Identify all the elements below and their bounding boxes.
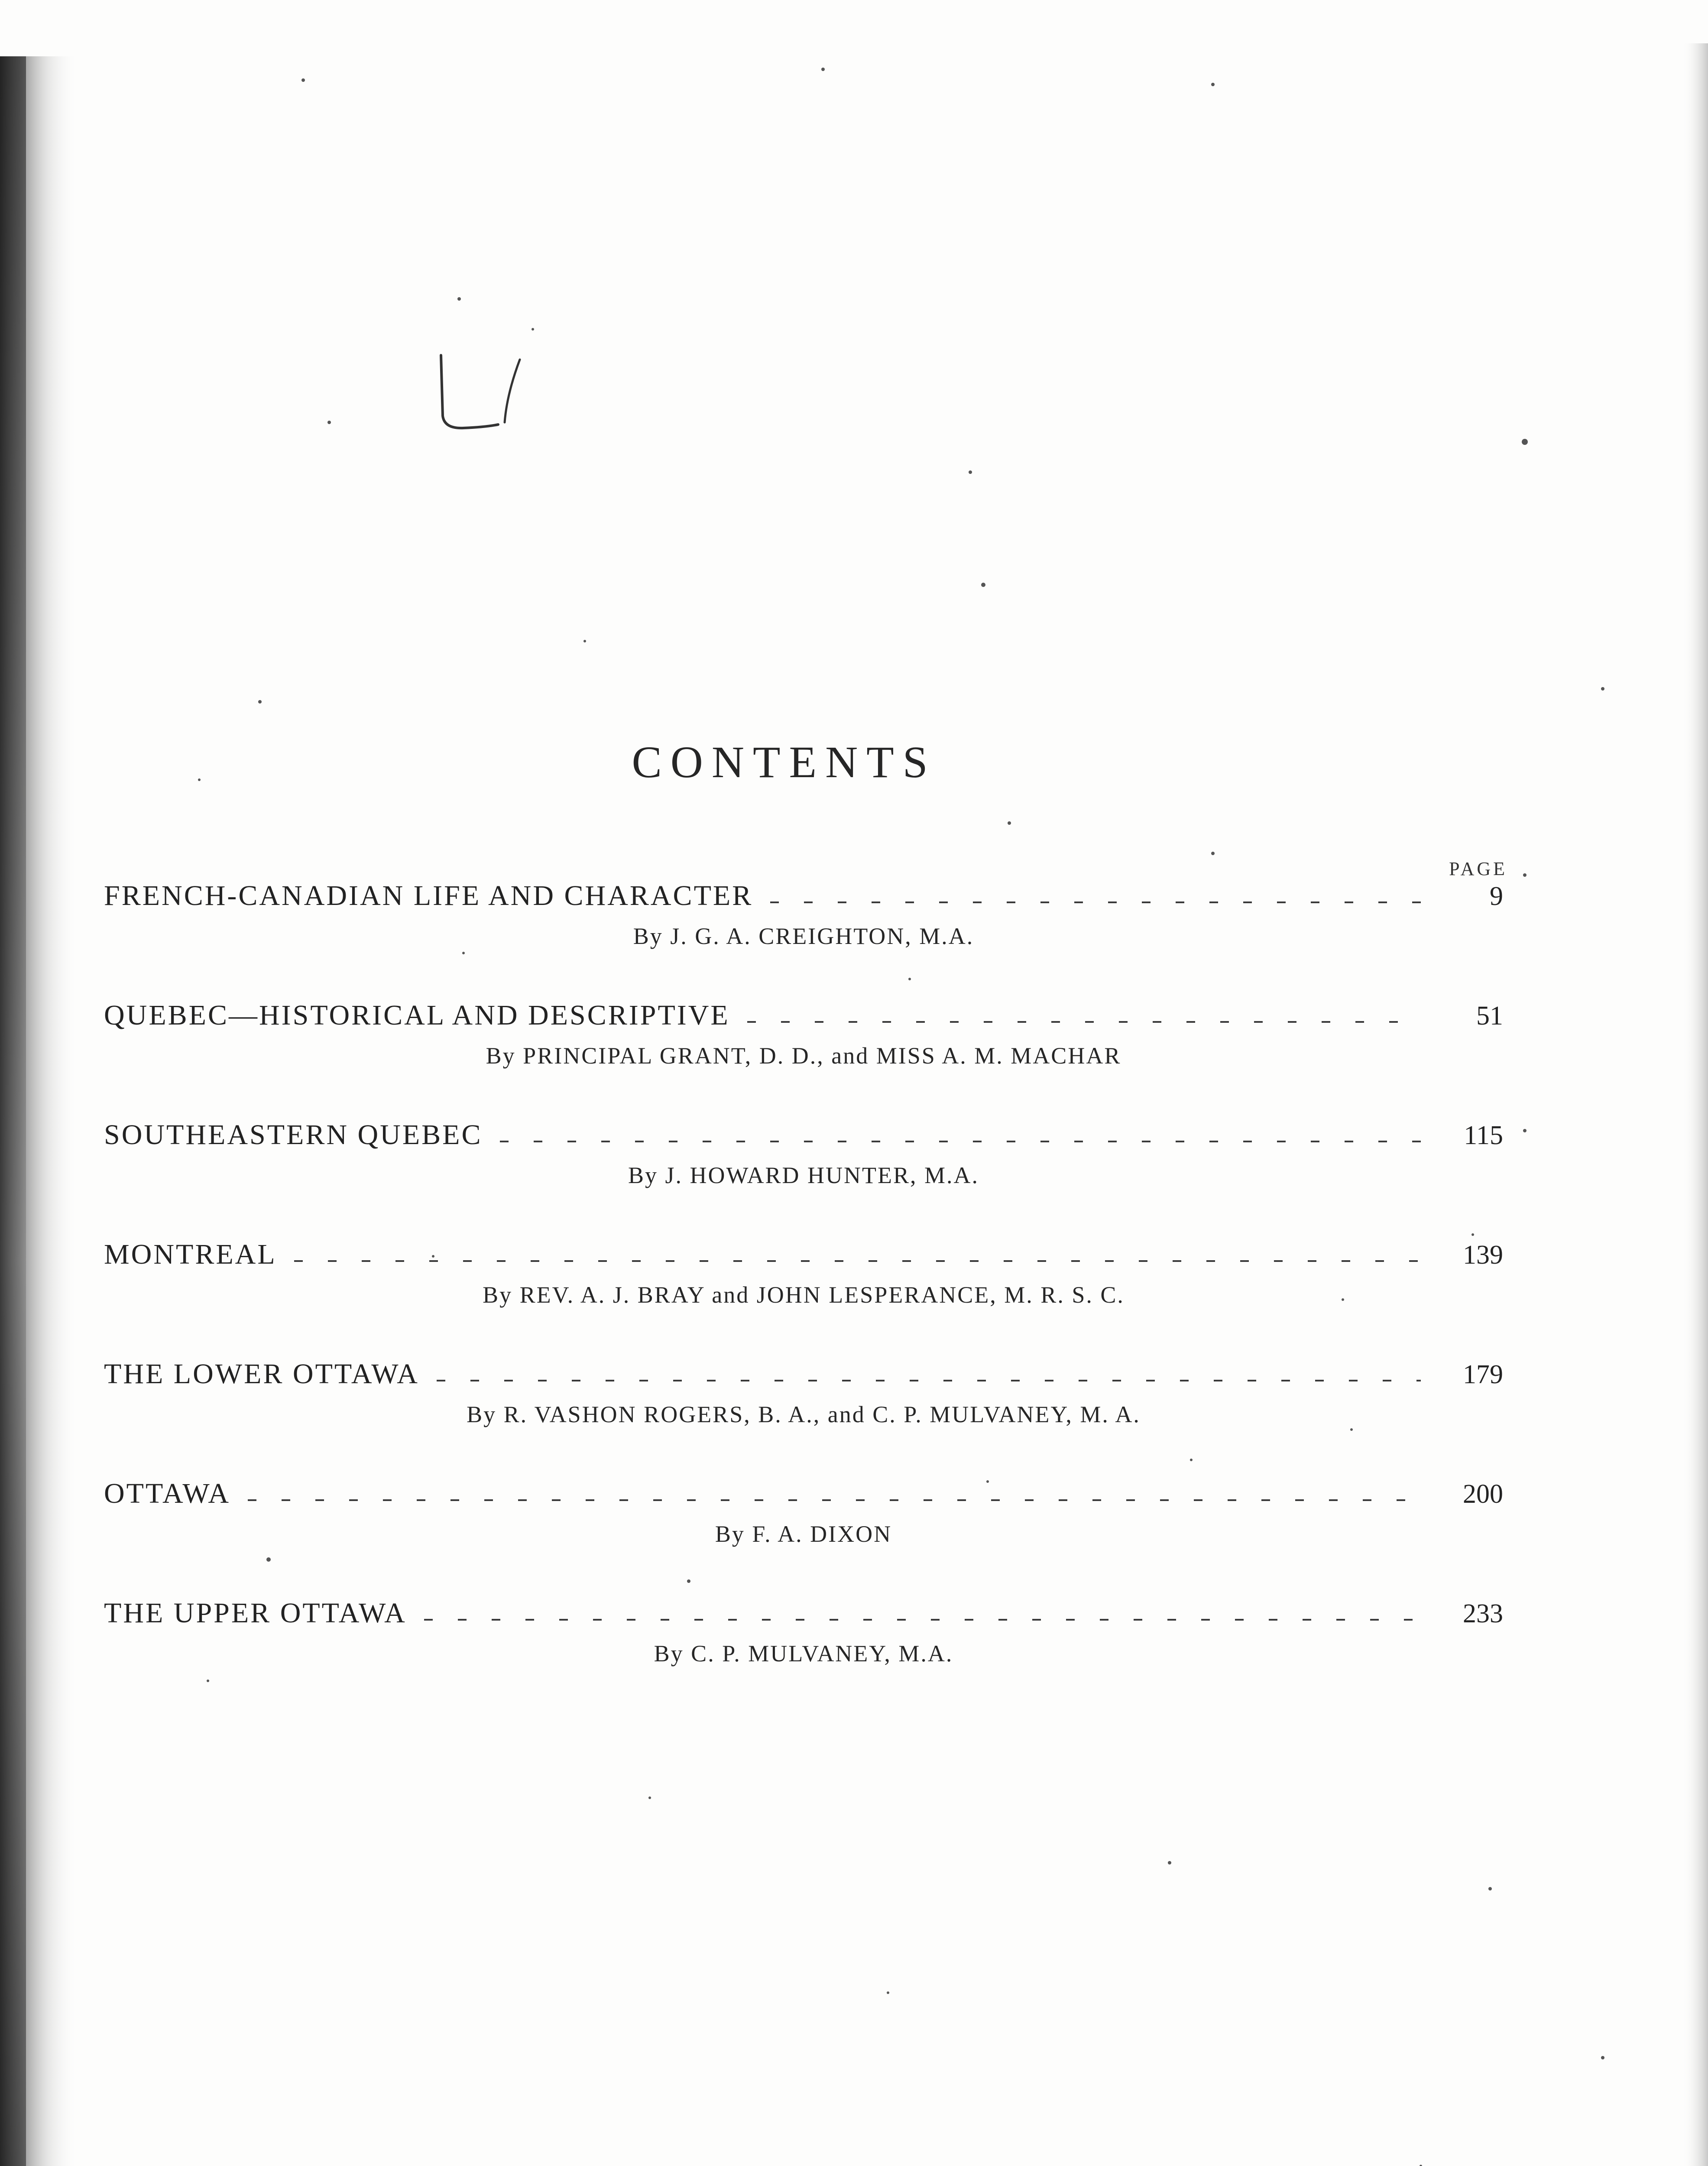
- page-column-label: PAGE: [1449, 858, 1507, 879]
- entry-author: By REV. A. J. BRAY and JOHN LESPERANCE, M. R. S. C.: [483, 1282, 1125, 1308]
- entry-page-number: 115: [1464, 1121, 1503, 1150]
- entry-page-number: 179: [1463, 1360, 1503, 1389]
- dot-leader: [770, 900, 1421, 905]
- toc-entry: [104, 1119, 1503, 1238]
- entry-page-number: 200: [1463, 1479, 1503, 1509]
- dot-leader: [294, 1259, 1421, 1263]
- toc-entry: [104, 999, 1503, 1119]
- toc-entry: [104, 1238, 1503, 1358]
- entry-title: FRENCH-CANADIAN LIFE AND CHARACTER: [104, 880, 753, 911]
- entry-author: By C. P. MULVANEY, M.A.: [654, 1641, 953, 1667]
- entry-page-number: 9: [1490, 882, 1503, 911]
- dot-leader: [437, 1378, 1421, 1383]
- toc-entry: [104, 1358, 1503, 1477]
- entry-author: By R. VASHON ROGERS, B. A., and C. P. MULVANEY, M. A.: [467, 1401, 1141, 1427]
- entry-author: By J. HOWARD HUNTER, M.A.: [628, 1162, 979, 1188]
- binding-shadow: [0, 56, 78, 2166]
- entry-author: By PRINCIPAL GRANT, D. D., and MISS A. M. MACHAR: [486, 1043, 1121, 1069]
- toc-entry: [104, 1597, 1503, 1716]
- toc-entry: [104, 1477, 1503, 1597]
- pencil-mark-icon: [433, 347, 528, 446]
- table-of-contents: [104, 879, 1503, 1716]
- entry-title: THE UPPER OTTAWA: [104, 1597, 407, 1629]
- entry-author: By F. A. DIXON: [715, 1521, 892, 1547]
- entry-page-number: 139: [1463, 1240, 1503, 1270]
- dot-leader: [500, 1139, 1421, 1144]
- contents-heading: CONTENTS: [632, 737, 937, 787]
- page-edge-shadow: [1682, 43, 1708, 2166]
- dot-leader: [424, 1618, 1421, 1622]
- entry-title: OTTAWA: [104, 1478, 231, 1509]
- entry-title: SOUTHEASTERN QUEBEC: [104, 1119, 483, 1151]
- entry-page-number: 233: [1463, 1599, 1503, 1628]
- entry-title: QUEBEC—HISTORICAL AND DESCRIPTIVE: [104, 999, 730, 1031]
- entry-page-number: 51: [1476, 1001, 1503, 1031]
- entry-author: By J. G. A. CREIGHTON, M.A.: [633, 923, 974, 949]
- entry-title: THE LOWER OTTAWA: [104, 1358, 419, 1390]
- toc-entry: [104, 879, 1503, 999]
- dot-leader: [248, 1498, 1421, 1502]
- entry-title: MONTREAL: [104, 1239, 277, 1270]
- dot-leader: [747, 1020, 1421, 1024]
